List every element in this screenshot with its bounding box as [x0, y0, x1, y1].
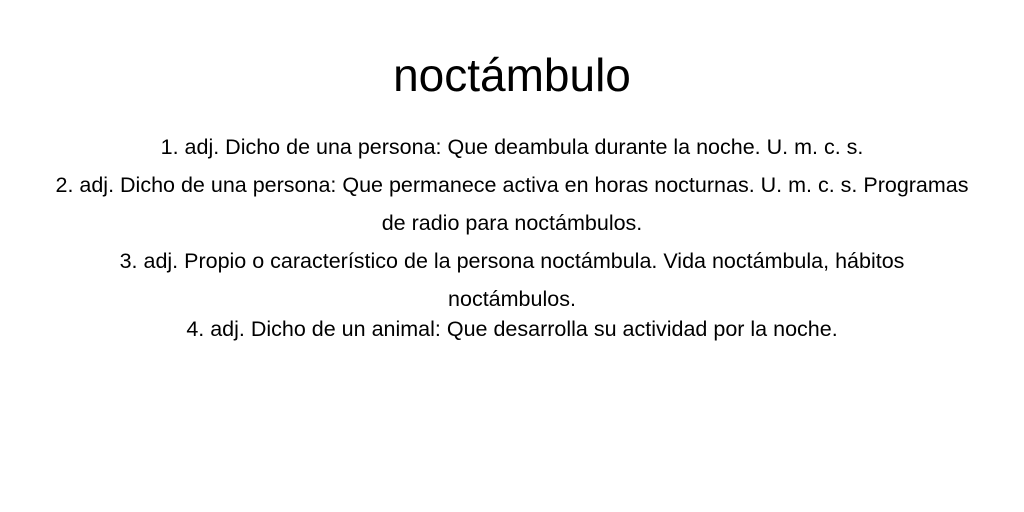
headword: noctámbulo	[393, 49, 631, 101]
definition-3: 3. adj. Propio o característico de la persona noctámbula. Vida noctámbula, hábitos noctámbulos.	[119, 249, 905, 311]
definition-4: 4. adj. Dicho de un animal: Que desarrolla su actividad por la noche.	[186, 317, 838, 341]
definition-list	[0, 128, 1024, 344]
definition-1: 1. adj. Dicho de una persona: Que deambula durante la noche. U. m. c. s.	[160, 135, 864, 159]
definition-2: 2. adj. Dicho de una persona: Que permanece activa en horas nocturnas. U. m. c. s. Programas de radio para noctámbulos.	[55, 173, 969, 235]
